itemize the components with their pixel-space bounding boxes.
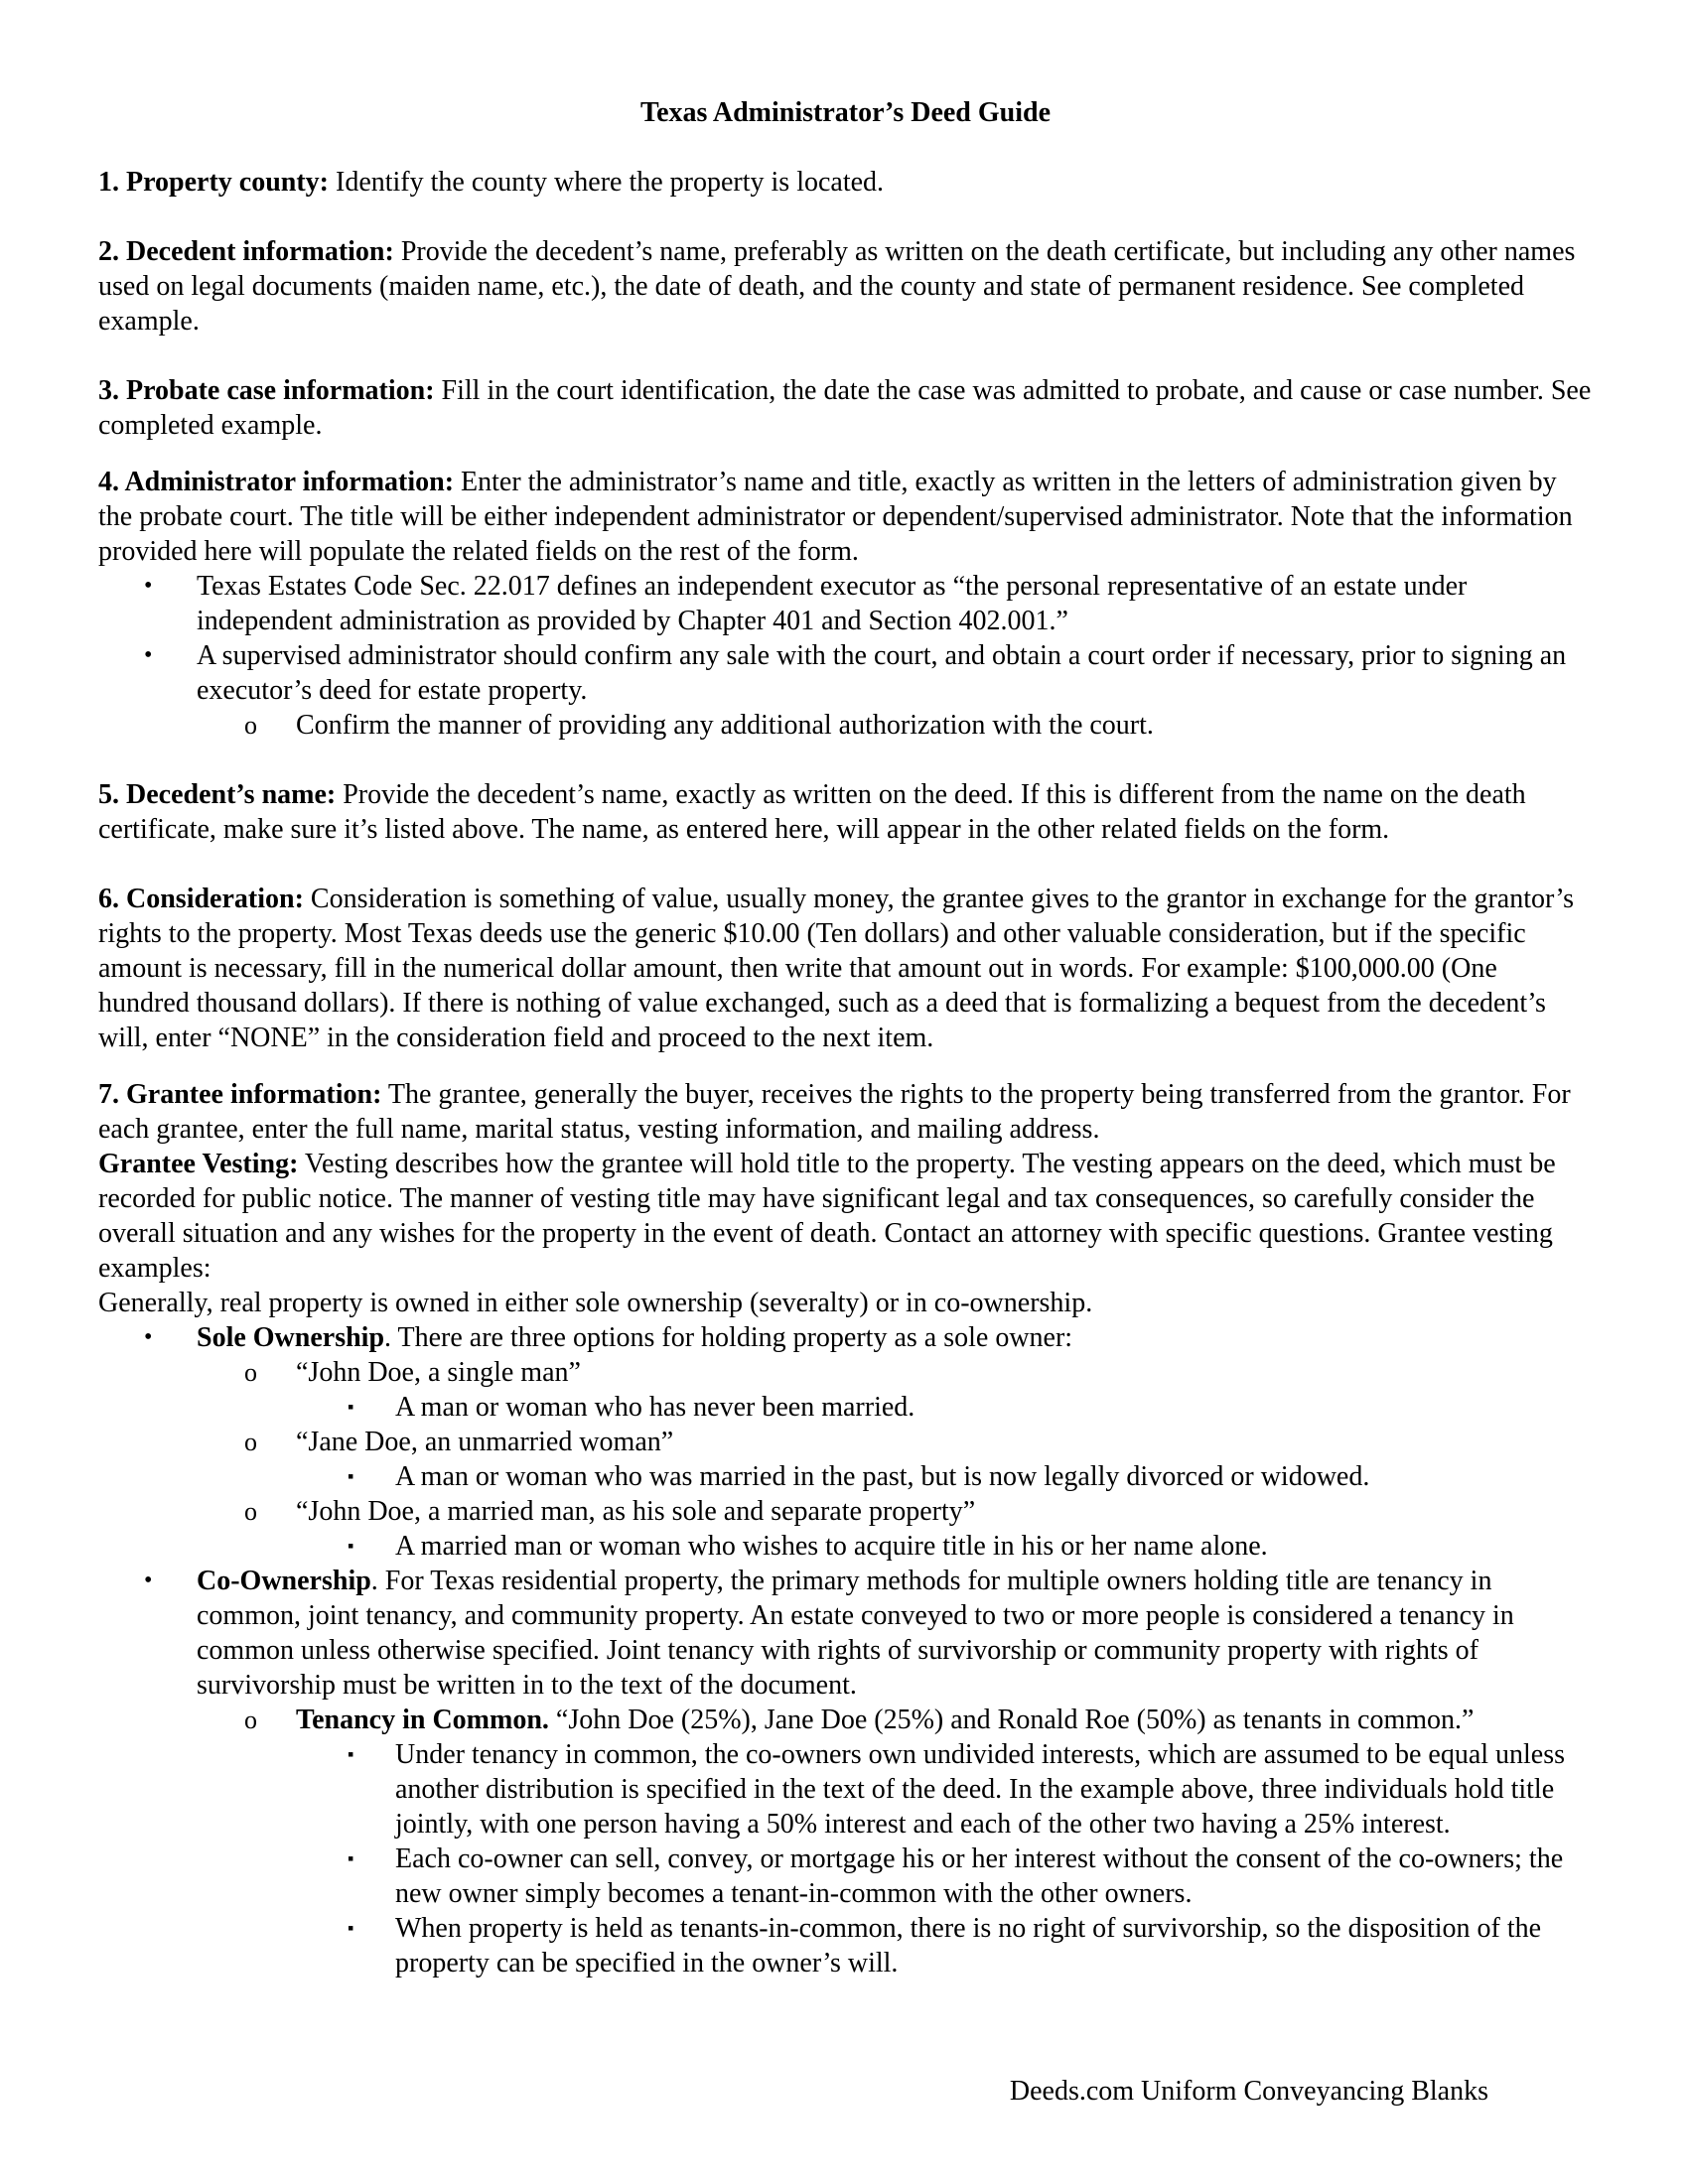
list-item-text: . For Texas residential property, the primary methods for multiple owners holding title are tenancy in common, joint tenancy, and community property. An estate conveyed to two or more people is considered a tenancy in common unless otherwise specified. Joint tenancy with rights of survivorship or community property with rights of survivorship must be written in to the text of the document. xyxy=(197,1566,1514,1701)
section-heading: 7. Grantee information: xyxy=(98,1079,382,1110)
list-item xyxy=(98,1355,1593,1390)
circle-marker: o xyxy=(244,1428,257,1456)
section-text: Provide the decedent’s name, preferably as written on the death certificate, but including any other names used on legal documents (maiden name, etc.), the date of death, and the county and state of permanent residence. See completed example. xyxy=(98,236,1576,337)
square-marker: ▪ xyxy=(348,1918,354,1938)
section-heading: 2. Decedent information: xyxy=(98,236,394,267)
section-heading: 1. Property county: xyxy=(98,167,329,198)
list-item-text: “John Doe, a married man, as his sole and separate property” xyxy=(296,1496,976,1527)
administrator-list xyxy=(98,569,1593,743)
section-text: Consideration is something of value, usually money, the grantee gives to the grantor in exchange for the grantor’s rights to the property. Most Texas deeds use the generic $10.00 (Ten dollars) and other valuable consideration, but if the specific amount is necessary, fill in the numerical dollar amount, then write that amount out in words. For example: $100,000.00 (One hundred thousand dollars). If there is nothing of value exchanged, such as a deed that is formalizing a bequest from the decedent’s will, enter “NONE” in the consideration field and proceed to the next item. xyxy=(98,884,1575,1053)
list-item-text: When property is held as tenants-in-common, there is no right of survivorship, so the disposition of the property can be specified in the owner’s will. xyxy=(395,1913,1542,1979)
section-heading: 4. Administrator information: xyxy=(98,467,455,497)
list-item-text: Confirm the manner of providing any additional authorization with the court. xyxy=(296,710,1154,741)
section-decedents-name xyxy=(98,777,1593,847)
list-item-text: “Jane Doe, an unmarried woman” xyxy=(296,1427,674,1457)
vesting-list xyxy=(98,1320,1593,1980)
bullet-marker: • xyxy=(144,1568,153,1593)
bullet-marker: • xyxy=(144,1324,153,1350)
list-item-text: A man or woman who was married in the past, but is now legally divorced or widowed. xyxy=(395,1461,1370,1492)
section-grantee-information xyxy=(98,1077,1593,1147)
list-item-sole-ownership xyxy=(98,1320,1593,1355)
section-administrator-information xyxy=(98,465,1593,569)
section-text: Fill in the court identification, the date the case was admitted to probate, and cause or case number. See completed example. xyxy=(98,375,1592,441)
list-item xyxy=(98,1529,1593,1564)
section-property-county xyxy=(98,165,1593,200)
circle-marker: o xyxy=(244,1358,257,1387)
list-item xyxy=(98,569,1593,638)
square-marker: ▪ xyxy=(348,1744,354,1764)
section-subheading: Grantee Vesting: xyxy=(98,1149,299,1179)
page-title: Texas Administrator’s Deed Guide xyxy=(640,97,1051,128)
list-item xyxy=(98,1737,1593,1842)
circle-marker: o xyxy=(244,1706,257,1734)
list-item-heading: Co-Ownership xyxy=(197,1566,371,1596)
list-item xyxy=(98,1494,1593,1529)
list-item-co-ownership xyxy=(98,1564,1593,1703)
square-marker: ▪ xyxy=(348,1466,354,1486)
circle-marker: o xyxy=(244,1497,257,1526)
page-footer: Deeds.com Uniform Conveyancing Blanks xyxy=(1009,2076,1488,2107)
section-text: Enter the administrator’s name and title, exactly as written in the letters of administration given by the probate court. The title will be either independent administrator or dependent/supervised administrator. Note that the information provided here will populate the related fields on the rest of the form. xyxy=(98,467,1573,567)
section-text: The grantee, generally the buyer, receives the rights to the property being transferred from the grantor. For each grantee, enter the full name, marital status, vesting information, and mailing address. xyxy=(98,1079,1571,1145)
section-decedent-information xyxy=(98,234,1593,339)
list-item xyxy=(98,1425,1593,1459)
section-probate-case-information xyxy=(98,373,1593,443)
bullet-marker: • xyxy=(144,573,153,599)
list-item-tenancy-in-common xyxy=(98,1703,1593,1737)
list-item-heading: Sole Ownership xyxy=(197,1322,385,1353)
list-item xyxy=(98,1842,1593,1911)
section-heading: 6. Consideration: xyxy=(98,884,304,914)
list-item-heading: Tenancy in Common. xyxy=(296,1705,549,1735)
list-item-text: A man or woman who has never been married. xyxy=(395,1392,915,1423)
list-item-text: “John Doe, a single man” xyxy=(296,1357,581,1388)
list-item xyxy=(98,708,1593,743)
list-item xyxy=(98,1911,1593,1980)
section-text: Provide the decedent’s name, exactly as written on the deed. If this is different from the name on the death certificate, make sure it’s listed above. The name, as entered here, will appear in the other related fields on the form. xyxy=(98,779,1526,845)
list-item-text: Each co-owner can sell, convey, or mortgage his or her interest without the consent of the co-owners; the new owner simply becomes a tenant-in-common with the other owners. xyxy=(395,1843,1564,1909)
square-marker: ▪ xyxy=(348,1848,354,1868)
list-item-text: A married man or woman who wishes to acquire title in his or her name alone. xyxy=(395,1531,1268,1562)
bullet-marker: • xyxy=(144,642,153,668)
document-page xyxy=(98,95,1593,1980)
list-item xyxy=(98,1459,1593,1494)
list-item-text: Texas Estates Code Sec. 22.017 defines an independent executor as “the personal representative of an estate under independent administration as provided by Chapter 401 and Section 402.001.” xyxy=(197,571,1468,636)
square-marker: ▪ xyxy=(348,1397,354,1417)
square-marker: ▪ xyxy=(348,1536,354,1556)
circle-marker: o xyxy=(244,711,257,740)
list-item-text: Under tenancy in common, the co-owners own undivided interests, which are assumed to be equal unless another distribution is specified in the text of the deed. In the example above, three individuals hold title jointly, with one person having a 50% interest and each of the other two having a 25% interest. xyxy=(395,1739,1566,1840)
grantee-vesting-paragraph xyxy=(98,1147,1593,1286)
section-consideration xyxy=(98,882,1593,1055)
list-item xyxy=(98,638,1593,708)
section-text: Vesting describes how the grantee will hold title to the property. The vesting appears on the deed, which must be recorded for public notice. The manner of vesting title may have significant legal and tax consequences, so carefully consider the overall situation and any wishes for the property in the event of death. Contact an attorney with specific questions. Grantee vesting examples: xyxy=(98,1149,1556,1284)
ownership-intro: Generally, real property is owned in either sole ownership (severalty) or in co-ownership. xyxy=(98,1288,1093,1318)
list-item-text: . There are three options for holding property as a sole owner: xyxy=(384,1322,1073,1353)
section-heading: 5. Decedent’s name: xyxy=(98,779,337,810)
list-item-text: A supervised administrator should confirm any sale with the court, and obtain a court order if necessary, prior to signing an executor’s deed for estate property. xyxy=(197,640,1567,706)
section-heading: 3. Probate case information: xyxy=(98,375,435,406)
section-text: Identify the county where the property is located. xyxy=(329,167,885,198)
list-item xyxy=(98,1390,1593,1425)
list-item-text: “John Doe (25%), Jane Doe (25%) and Ronald Roe (50%) as tenants in common.” xyxy=(548,1705,1475,1735)
